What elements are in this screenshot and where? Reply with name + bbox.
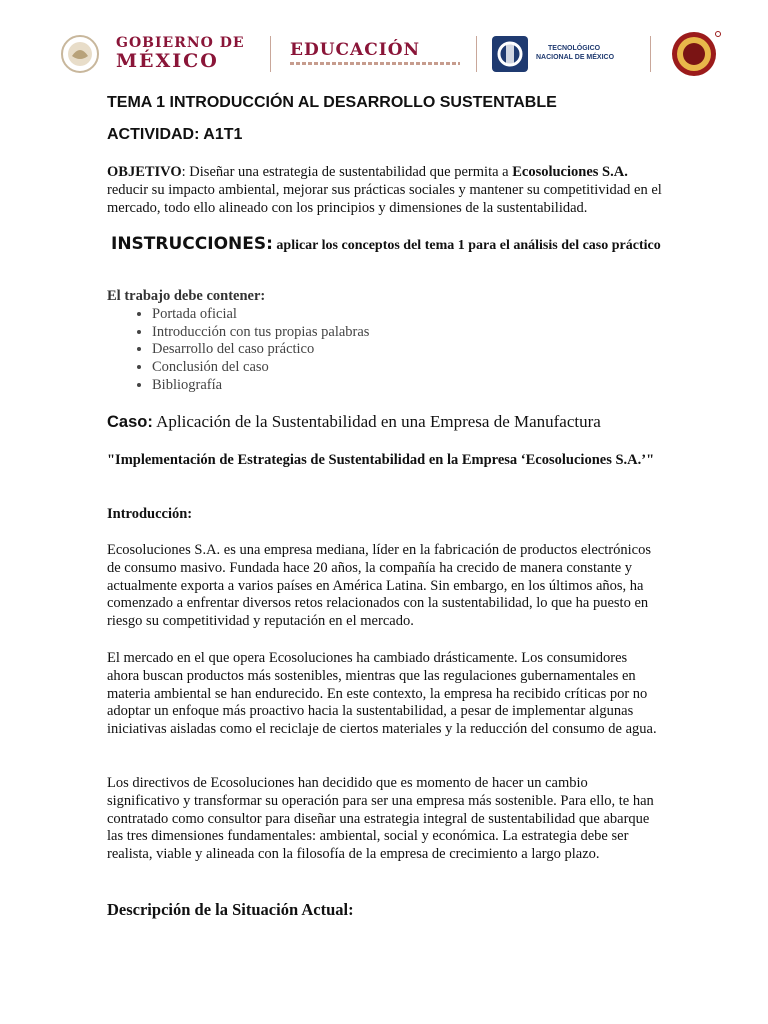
- logo-divider: [476, 36, 477, 72]
- introduccion-heading: Introducción:: [107, 506, 193, 522]
- caso-label: Caso:: [107, 413, 153, 431]
- trabajo-list: [107, 306, 662, 395]
- caso-heading: [107, 412, 662, 432]
- list-item: • Desarrollo del caso práctico: [152, 341, 662, 359]
- list-item: • Bibliografía: [152, 377, 662, 395]
- instrucciones-text: aplicar los conceptos del tema 1 para el análisis del caso práctico: [272, 238, 661, 253]
- trabajo-section: [107, 288, 662, 395]
- logo-divider: [650, 36, 651, 72]
- actividad-title: ACTIVIDAD: A1T1: [107, 126, 243, 143]
- implementacion-title: "Implementación de Estrategias de Sustentabilidad en la Empresa ‘Ecosoluciones S.A.’": [107, 452, 655, 468]
- header-logos: [48, 30, 738, 78]
- objetivo-label: OBJETIVO: [107, 164, 182, 180]
- tema-title: TEMA 1 INTRODUCCIÓN AL DESARROLLO SUSTENTABLE: [107, 94, 557, 111]
- instrucciones-label: INSTRUCCIONES:: [111, 234, 273, 254]
- list-item: • Portada oficial: [152, 306, 662, 324]
- trabajo-label: El trabajo debe contener:: [107, 288, 266, 304]
- institute-seal-icon: [662, 30, 726, 78]
- objetivo-text: : Diseñar una estrategia de sustentabilidad que permita a: [181, 164, 513, 180]
- mexico-seal-icon: [52, 34, 108, 74]
- paragraph-2: El mercado en el que opera Ecosoluciones ha cambiado drásticamente. Los consumidores ahora buscan productos más sostenibles, mientras que las regulaciones gubernamentales en materia ambiental se han endurecido. En este contexto, la empresa ha recibido críticas por no adoptar un enfoque más proactivo hacia la sustentabilidad, a pesar de implementar algunas iniciativas aisladas como el reciclaje de ciertos materiales y la reducción del consumo de agua.: [107, 650, 657, 738]
- educacion-logo: EDUCACIÓN: [290, 40, 421, 60]
- descripcion-heading: Descripción de la Situación Actual:: [107, 900, 354, 919]
- tecnm-emblem-icon: [488, 34, 532, 74]
- educacion-subtitle-line: [290, 62, 460, 65]
- objetivo-company: Ecosoluciones S.A.: [512, 164, 628, 180]
- gobierno-mexico-logo: GOBIERNO DE MÉXICO: [116, 35, 245, 72]
- caso-text: Aplicación de la Sustentabilidad en una Empresa de Manufactura: [152, 412, 601, 431]
- list-item: • Conclusión del caso: [152, 359, 662, 377]
- instrucciones-paragraph: [107, 236, 662, 255]
- list-item: • Introducción con tus propias palabras: [152, 324, 662, 342]
- paragraph-3: Los directivos de Ecosoluciones han decidido que es momento de hacer un cambio significativo y transformar su operación para ser una empresa más sostenible. Para ello, te han contratado como consultor para diseñar una estrategia integral de sustentabilidad que abarque las tres dimensiones fundamentales: ambiental, social y económica. La estrategia debe ser realista, viable y alineada con la filosofía de la empresa de crecimiento a largo plazo.: [107, 775, 654, 863]
- paragraph-1: Ecosoluciones S.A. es una empresa mediana, líder en la fabricación de productos electrónicos de consumo masivo. Fundada hace 20 años, la compañía ha crecido de manera constante y actualmente exporta a varios países en América Latina. Sin embargo, en los últimos años, ha comenzado a enfrentar diversos retos relacionados con la sustentabilidad, lo que ha puesto en riesgo su competitividad y reputación en el mercado.: [107, 542, 651, 630]
- objetivo-text-rest: reducir su impacto ambiental, mejorar sus prácticas sociales y mantener su competitividad en el mercado, todo ello alineado con los principios y dimensiones de la sustentabilidad.: [107, 181, 662, 216]
- logo-divider: [270, 36, 271, 72]
- tecnm-logo-text: TECNOLÓGICO NACIONAL DE MÉXICO: [536, 45, 615, 61]
- objetivo-paragraph: [107, 164, 662, 217]
